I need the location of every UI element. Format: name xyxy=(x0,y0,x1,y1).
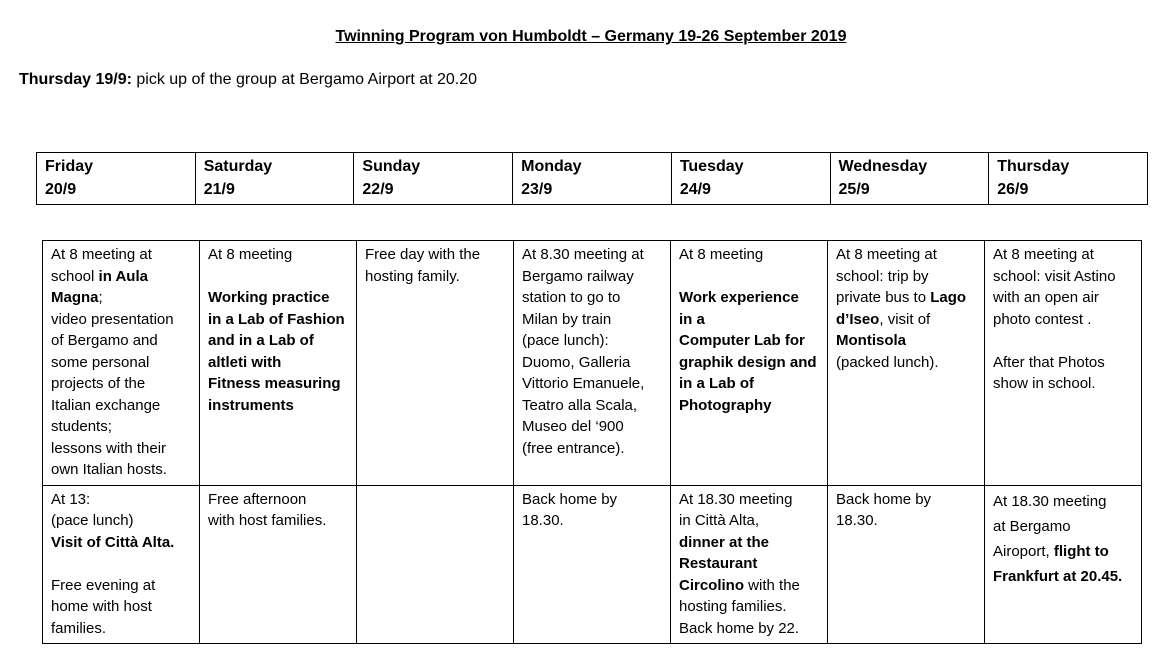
cell-wednesday-afternoon: Back home by 18.30. xyxy=(828,485,985,644)
cell-saturday-afternoon: Free afternoon with host families. xyxy=(200,485,357,644)
document-title: Twinning Program von Humboldt – Germany 19-26 September 2019 xyxy=(335,28,847,45)
cell-thursday-morning: At 8 meeting at school: visit Astino with an open air photo contest . After that Photos show in school. xyxy=(985,241,1142,486)
arrival-text: pick up of the group at Bergamo Airport at 20.20 xyxy=(131,71,478,88)
cell-saturday-morning: At 8 meeting Working practice in a Lab of Fashion and in a Lab of altleti with Fitness measuring instruments xyxy=(200,241,357,486)
cell-sunday-morning: Free day with the hosting family. xyxy=(357,241,514,486)
cell-tuesday-afternoon: At 18.30 meeting in Città Alta, dinner at the Restaurant Circolino with the hosting families. Back home by 22. xyxy=(671,485,828,644)
cell-monday-morning: At 8.30 meeting at Bergamo railway station to go to Milan by train (pace lunch): Duomo, Galleria Vittorio Emanuele, Teatro alla Scala, Museo del ‘900 (free entrance). xyxy=(514,241,671,486)
schedule-table xyxy=(42,240,1142,644)
cell-friday-morning: At 8 meeting at school in Aula Magna; video presentation of Bergamo and some personal projects of the Italian exchange students; lessons with their own Italian hosts. xyxy=(43,241,200,486)
day-header-wednesday: Wednesday 25/9 xyxy=(830,153,989,205)
arrival-label: Thursday 19/9: xyxy=(19,71,132,88)
days-header-table xyxy=(36,152,1148,205)
afternoon-row xyxy=(43,485,1142,644)
cell-sunday-afternoon xyxy=(357,485,514,644)
day-header-saturday: Saturday 21/9 xyxy=(195,153,354,205)
day-header-friday: Friday 20/9 xyxy=(37,153,196,205)
cell-thursday-afternoon: At 18.30 meeting at Bergamo Airoport, flight to Frankfurt at 20.45. xyxy=(985,485,1142,644)
cell-wednesday-morning: At 8 meeting at school: trip by private bus to Lago d’Iseo, visit of Montisola (packed lunch). xyxy=(828,241,985,486)
day-header-tuesday: Tuesday 24/9 xyxy=(671,153,830,205)
cell-friday-afternoon: At 13: (pace lunch) Visit of Città Alta. Free evening at home with host families. xyxy=(43,485,200,644)
morning-row xyxy=(43,241,1142,486)
cell-tuesday-morning: At 8 meeting Work experience in a Computer Lab for graphik design and in a Lab of Photography xyxy=(671,241,828,486)
day-header-thursday: Thursday 26/9 xyxy=(989,153,1148,205)
arrival-note xyxy=(19,71,477,89)
day-header-sunday: Sunday 22/9 xyxy=(354,153,513,205)
day-header-monday: Monday 23/9 xyxy=(513,153,672,205)
cell-monday-afternoon: Back home by 18.30. xyxy=(514,485,671,644)
